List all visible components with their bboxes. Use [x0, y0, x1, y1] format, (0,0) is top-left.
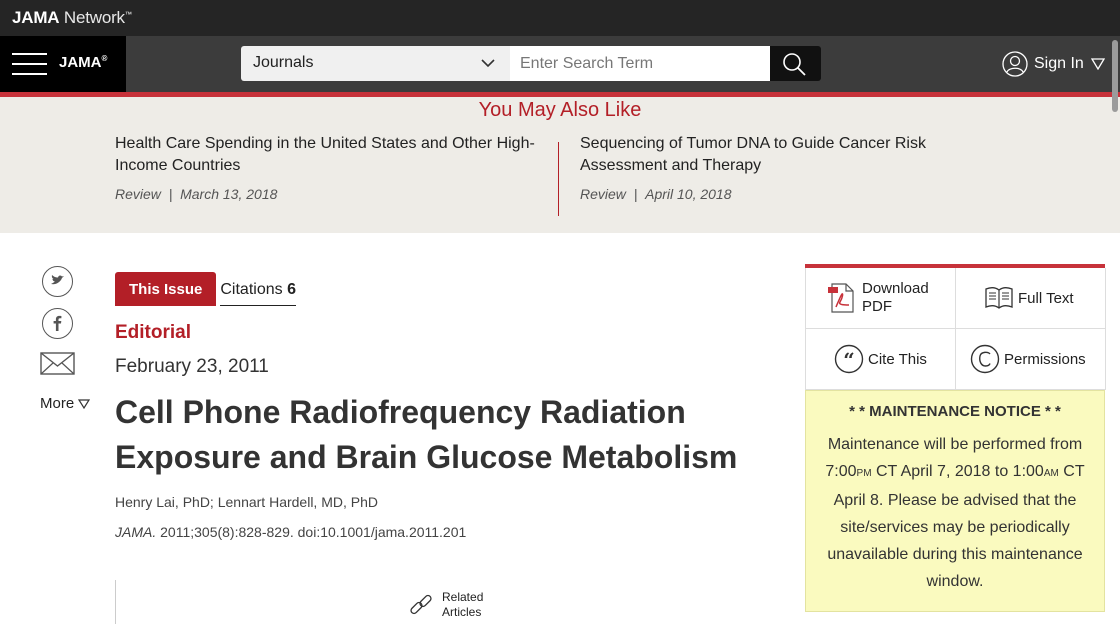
- action-grid: [805, 268, 1105, 390]
- article-section: Editorial: [115, 322, 192, 343]
- article-header: [115, 272, 775, 540]
- email-share-button[interactable]: [40, 352, 100, 381]
- facebook-icon: [43, 309, 71, 337]
- article-actions-panel: [805, 264, 1105, 612]
- user-icon: [1002, 51, 1028, 77]
- cite-this-button[interactable]: “ Cite This: [806, 329, 956, 390]
- facebook-share-button[interactable]: [42, 308, 73, 339]
- article-tabs: [115, 272, 775, 306]
- brand-box: [0, 36, 126, 92]
- search-input[interactable]: [510, 46, 770, 81]
- more-share-button[interactable]: More: [40, 395, 100, 412]
- recommended-title[interactable]: Sequencing of Tumor DNA to Guide Cancer Risk Assessment and Therapy: [580, 135, 926, 174]
- jama-logo[interactable]: JAMA®: [59, 54, 108, 71]
- search-bar: [241, 46, 821, 81]
- tab-citations[interactable]: Citations 6: [220, 276, 296, 306]
- divider: [558, 142, 559, 216]
- recommended-article[interactable]: [580, 133, 1010, 202]
- article-tools-box: [115, 580, 575, 624]
- jama-network-logo[interactable]: JAMA Network™: [12, 8, 132, 27]
- scrollbar-thumb[interactable]: [1112, 40, 1118, 112]
- quote-icon: [834, 344, 864, 374]
- article-date: February 23, 2011: [115, 356, 269, 377]
- notice-body: Maintenance will be performed from 7:00PM CT April 7, 2018 to 1:00AM CT April 8. Please be advised that the site/services may be periodically unavailable during this maintenance window.: [825, 436, 1085, 590]
- search-button[interactable]: [770, 46, 821, 81]
- article-title: Cell Phone Radiofrequency Radiation Exposure and Brain Glucose Metabolism: [115, 394, 738, 475]
- recommended-title[interactable]: Health Care Spending in the United States and Other High-Income Countries: [115, 135, 535, 174]
- full-text-button[interactable]: Full Text: [956, 268, 1106, 329]
- related-articles-label: Related Articles: [442, 590, 484, 619]
- pdf-icon: [826, 281, 858, 315]
- link-icon: [408, 593, 434, 617]
- recommended-article[interactable]: [115, 133, 545, 202]
- sign-in-label: Sign In: [1034, 55, 1084, 72]
- recommended-meta: Review | March 13, 2018: [115, 186, 278, 202]
- copyright-icon: [970, 344, 1000, 374]
- share-tools: [40, 266, 100, 412]
- recommended-meta: Review | April 10, 2018: [580, 186, 732, 202]
- site-header: [0, 36, 1120, 92]
- maintenance-notice: [805, 390, 1105, 612]
- chevron-down-icon: [480, 55, 496, 71]
- related-articles-button[interactable]: [408, 590, 483, 620]
- sign-in-button[interactable]: [1002, 51, 1105, 77]
- article-authors: Henry Lai, PhD; Lennart Hardell, MD, PhD: [115, 494, 378, 510]
- triangle-down-icon: [1091, 58, 1105, 70]
- book-icon: [984, 285, 1014, 311]
- envelope-icon: [40, 352, 76, 376]
- triangle-down-icon: [78, 399, 90, 409]
- ymal-heading: You May Also Like: [478, 99, 642, 121]
- search-icon: [782, 52, 808, 76]
- tab-this-issue[interactable]: This Issue: [115, 272, 216, 306]
- permissions-button[interactable]: Permissions: [956, 329, 1106, 390]
- download-pdf-button[interactable]: Download PDF: [806, 268, 956, 329]
- network-bar: [0, 0, 1120, 36]
- journal-select[interactable]: Journals: [241, 46, 510, 81]
- scrollbar[interactable]: [1110, 36, 1120, 624]
- you-may-also-like: [0, 97, 1120, 233]
- twitter-share-button[interactable]: [42, 266, 73, 297]
- svg-text:“: “: [843, 348, 855, 372]
- article-citation: JAMA. 2011;305(8):828-829. doi:10.1001/jama.2011.201: [115, 524, 467, 540]
- twitter-icon: [43, 267, 71, 295]
- menu-icon[interactable]: [12, 53, 47, 75]
- notice-heading: * * MAINTENANCE NOTICE * *: [849, 403, 1061, 420]
